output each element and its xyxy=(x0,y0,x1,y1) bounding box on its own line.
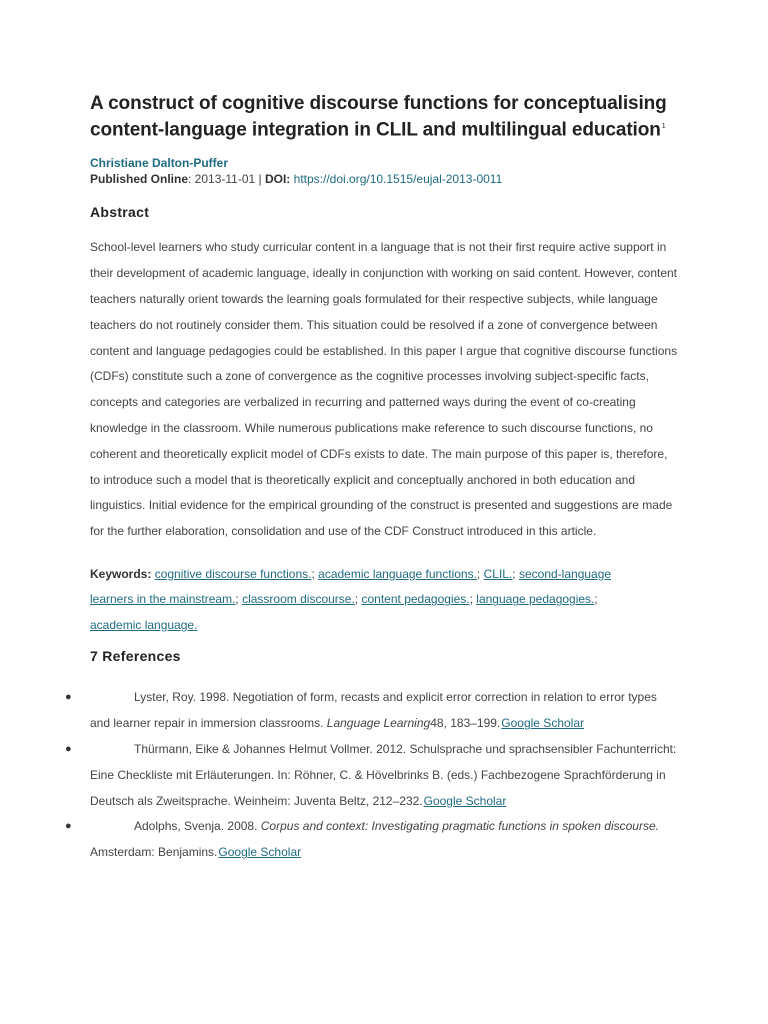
title-footnote[interactable]: 1 xyxy=(661,123,666,130)
google-scholar-link[interactable]: Google Scholar xyxy=(501,716,584,731)
article-title-text: A construct of cognitive discourse functions for conceptualising content-language integration in CLIL and multilingual education xyxy=(90,93,667,141)
reference-italic: Corpus and context: Investigating pragmatic functions in spoken discourse. xyxy=(260,819,659,834)
article-page xyxy=(65,92,680,866)
keyword-link[interactable]: CLIL. xyxy=(483,566,513,581)
keyword-link[interactable]: language pedagogies. xyxy=(476,592,595,607)
keyword-link[interactable]: academic language. xyxy=(90,617,198,632)
references-heading: 7 References xyxy=(90,648,181,665)
reference-text: Adolphs, Svenja. 2008. xyxy=(134,819,261,834)
doi-link[interactable]: https://doi.org/10.1515/eujal-2013-0011 xyxy=(293,172,503,187)
article-title xyxy=(90,92,680,141)
google-scholar-link[interactable]: Google Scholar xyxy=(423,793,507,808)
keyword-separator: ; xyxy=(311,566,315,581)
keywords-block xyxy=(90,562,650,639)
reference-item xyxy=(65,737,680,814)
keyword-link[interactable]: cognitive discourse functions. xyxy=(154,566,312,581)
reference-text: Lyster, Roy. 1998. Negotiation of form, recasts and explicit error correction in relation to error types and learner repair in immersion classrooms. xyxy=(90,690,657,731)
abstract-text: School-level learners who study curricular content in a language that is not their first require active support in their development of academic language, ideally in conjunction with working on said content. However, content teachers naturally orient towards the learning goals formulated for their respective subjects, while language teachers do not routinely consider them. This situation could be resolved if a zone of convergence between content and language pedagogies could be established. In this paper I argue that cognitive discourse functions (CDFs) constitute such a zone of convergence as the cognitive processes involving subject-specific facts, concepts and categories are verbalized in recurring and patterned ways during the event of co-creating knowledge in the classroom. While numerous publications make reference to such discourse functions, no coherent and theoretically explicit model of CDFs exists to date. The main purpose of this paper is, therefore, to introduce such a model that is theoretically explicit and conceptually anchored in both education and linguistics. Initial evidence for the empirical grounding of the construct is presented and suggestions are made for the further elaboration, consolidation and use of the CDF Construct introduced in this article. xyxy=(90,240,678,539)
keyword-separator: ; xyxy=(469,592,473,607)
keyword-separator: ; xyxy=(476,566,481,581)
reference-item xyxy=(65,685,680,737)
abstract-heading: Abstract xyxy=(90,204,150,221)
keyword-separator: ; xyxy=(354,592,359,607)
keyword-link[interactable]: second-language learners in the mainstream. xyxy=(90,566,612,607)
keyword-link[interactable]: content pedagogies. xyxy=(361,592,470,607)
published-label: Published Online xyxy=(90,172,189,187)
reference-text-post: 48, 183–199. xyxy=(430,716,501,731)
publication-line xyxy=(90,171,680,187)
keyword-separator: ; xyxy=(594,592,598,607)
bullet-icon: ● xyxy=(65,742,72,755)
references-list xyxy=(65,685,680,866)
keyword-separator: ; xyxy=(512,566,516,581)
bullet-icon: ● xyxy=(65,820,72,833)
reference-text: Thürmann, Eike & Johannes Helmut Vollmer. 2012. Schulsprache und sprachsensibler Fachunterricht: Eine Checkliste mit Erläuterungen. In: Röhner, C. & Hövelbrinks B. (eds.) Fachbezogene Sprachförderung in Deutsch als Zweitsprache. Weinheim: Juventa Beltz, 212–232. xyxy=(90,741,677,808)
author-name: Christiane Dalton-Puffer xyxy=(90,156,229,171)
doi-label: DOI: xyxy=(264,172,291,187)
published-date: : 2013-11-01 | xyxy=(188,172,265,187)
google-scholar-link[interactable]: Google Scholar xyxy=(218,845,302,860)
reference-text-post: Amsterdam: Benjamins. xyxy=(90,845,218,860)
reference-item xyxy=(65,814,680,866)
bullet-icon: ● xyxy=(65,691,72,704)
keyword-link[interactable]: academic language functions. xyxy=(318,566,477,581)
keyword-link[interactable]: classroom discourse. xyxy=(242,592,355,607)
keywords-label: Keywords: xyxy=(90,566,152,581)
keyword-separator: ; xyxy=(235,592,239,607)
reference-italic: Language Learning xyxy=(326,716,431,731)
